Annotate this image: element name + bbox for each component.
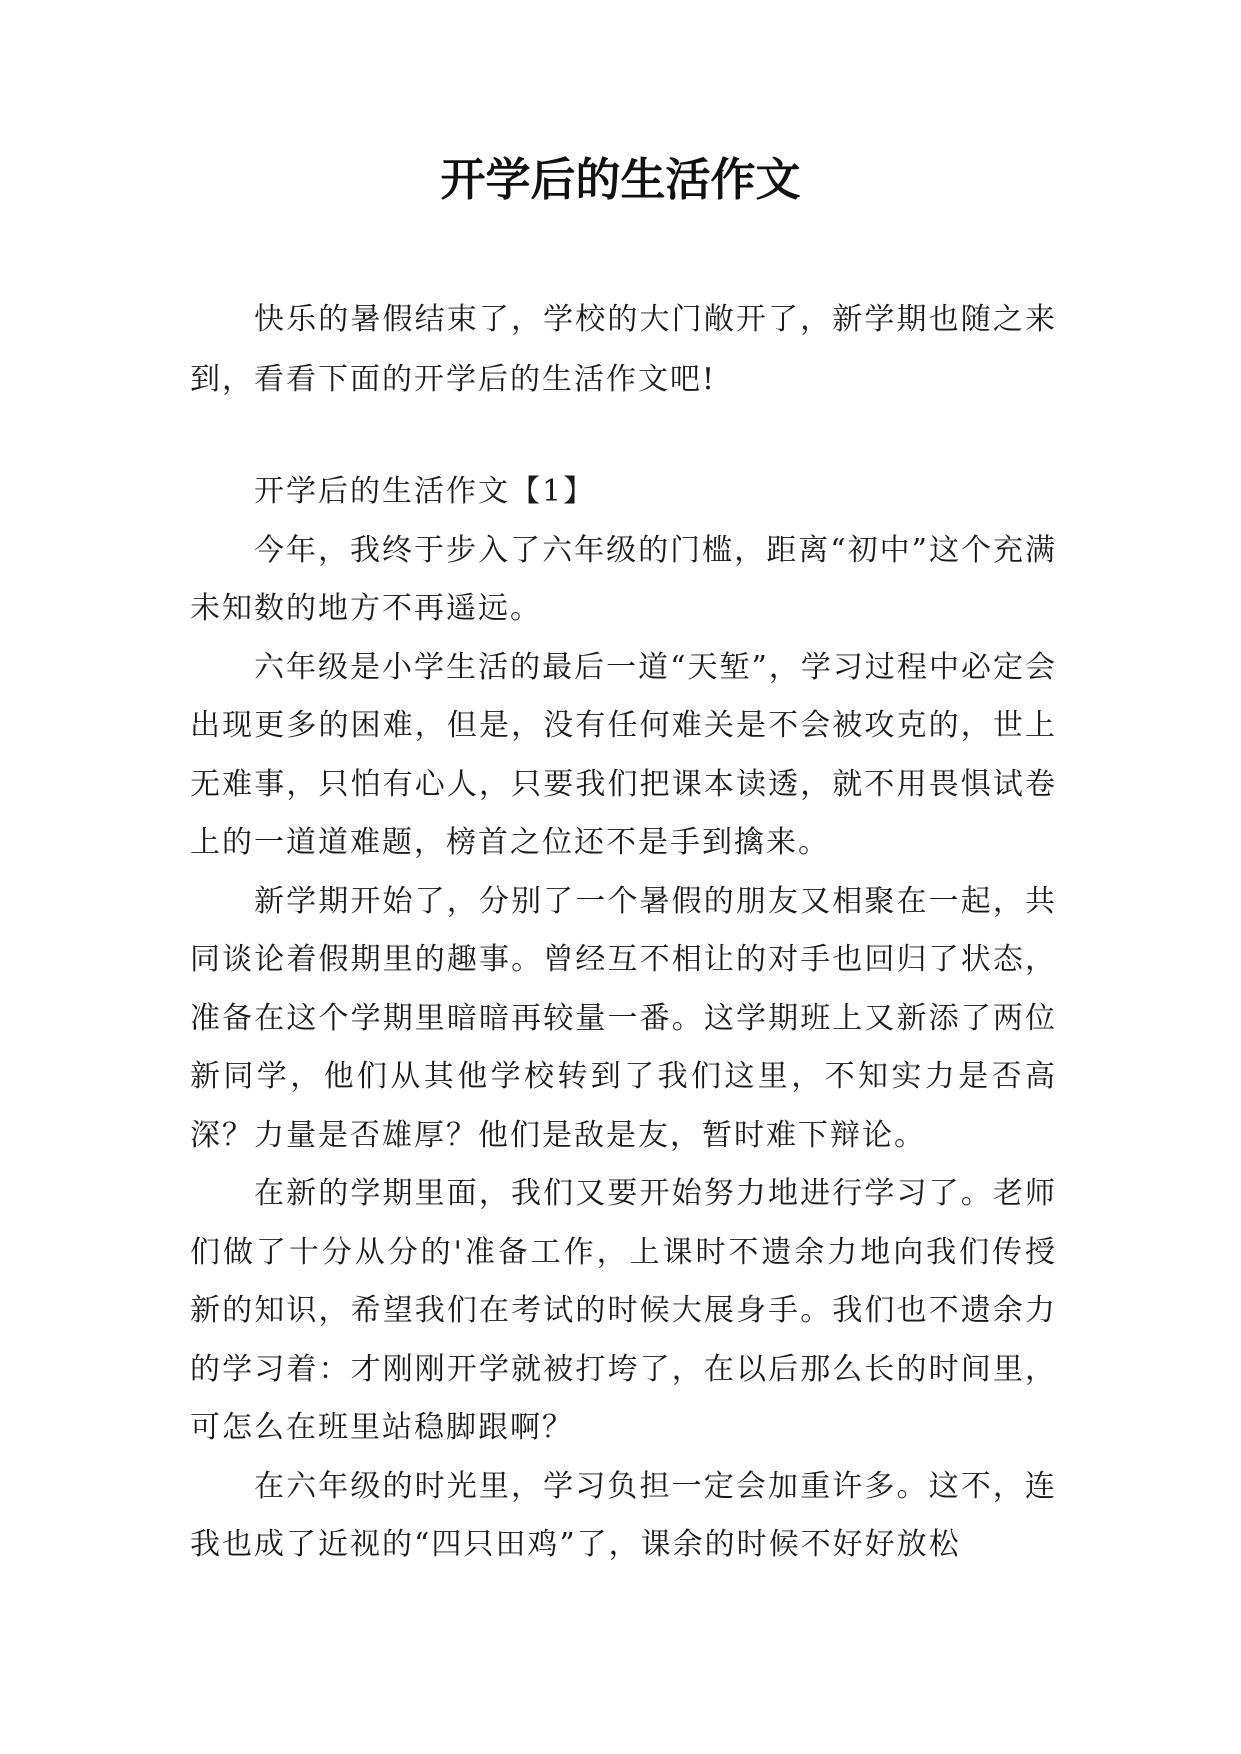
intro-block <box>190 290 1057 410</box>
essay-paragraph: 在新的学期里面，我们又要开始努力地进行学习了。老师们做了十分从分的'准备工作，上课时不遗余力地向我们传授新的知识，希望我们在考试的时候大展身手。我们也不遗余力的学习着：才刚刚开学就被打垮了，在以后那么长的时间里，可怎么在班里站稳脚跟啊？ <box>190 1176 1057 1445</box>
essay-body <box>190 463 1057 1575</box>
section-heading: 开学后的生活作文【1】 <box>254 474 596 509</box>
essay-paragraph: 在六年级的时光里，学习负担一定会加重许多。这不，连我也成了近视的“四只田鸡”了，课余的时候不好好放松 <box>190 1468 1057 1562</box>
essay-paragraph: 今年，我终于步入了六年级的门槛，距离“初中”这个充满未知数的地方不再遥远。 <box>190 532 1057 626</box>
intro-paragraph: 快乐的暑假结束了，学校的大门敞开了，新学期也随之来到，看看下面的开学后的生活作文吧! <box>190 302 1057 397</box>
document-title: 开学后的生活作文 <box>440 153 801 206</box>
essay-paragraph: 六年级是小学生活的最后一道“天堑”，学习过程中必定会出现更多的困难，但是，没有任何难关是不会被攻克的，世上无难事，只怕有心人，只要我们把课本读透，就不用畏惧试卷上的一道道难题，榜首之位还不是手到擒来。 <box>190 649 1057 860</box>
essay-paragraph: 新学期开始了，分别了一个暑假的朋友又相聚在一起，共同谈论着假期里的趣事。曾经互不相让的对手也回归了状态，准备在这个学期里暗暗再较量一番。这学期班上又新添了两位新同学，他们从其他学校转到了我们这里，不知实力是否高深？力量是否雄厚？他们是敌是友，暂时难下辩论。 <box>190 883 1057 1153</box>
